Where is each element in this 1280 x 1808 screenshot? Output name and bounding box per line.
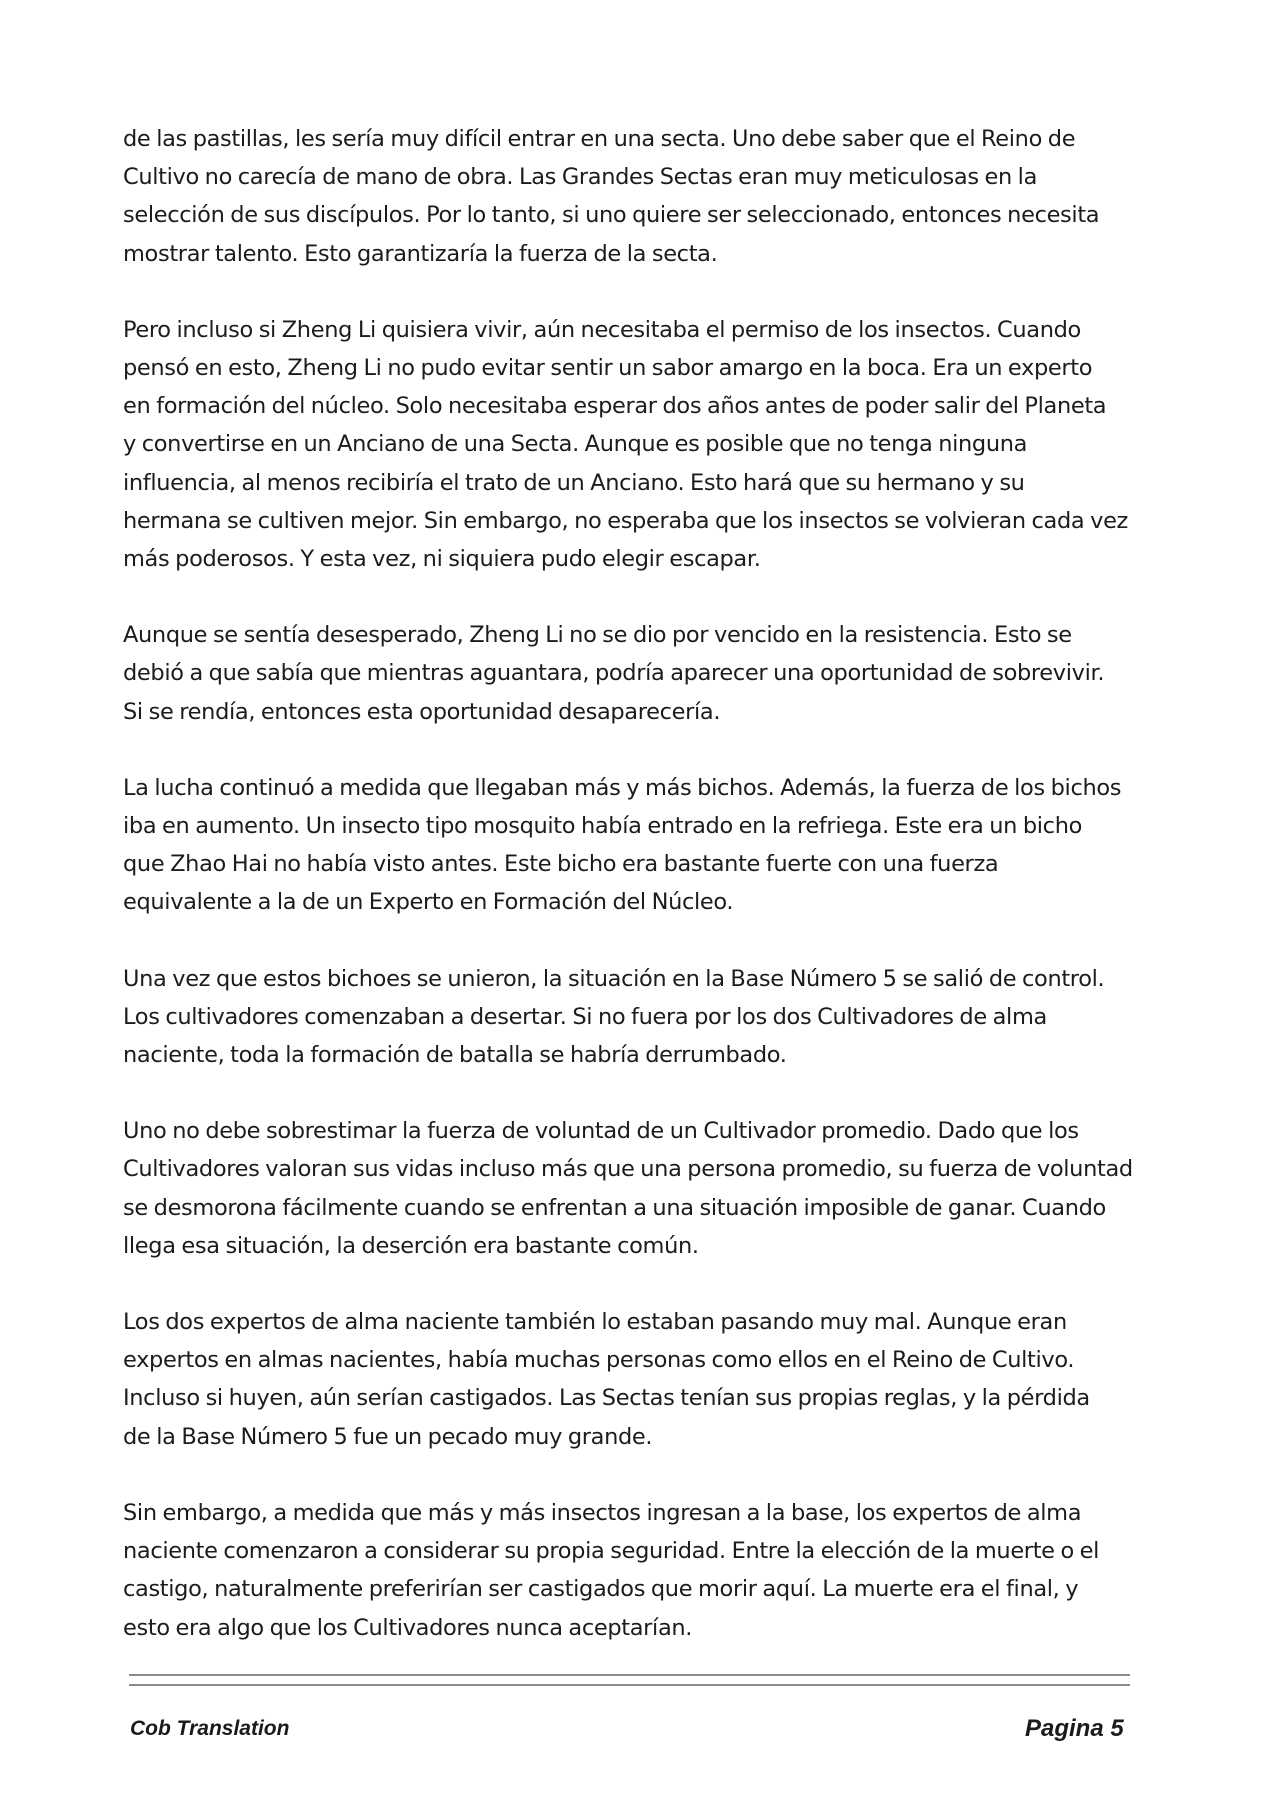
paragraph [123,960,1143,1075]
text-line: Los cultivadores comenzaban a desertar. Si no fuera por los dos Cultivadores de alma [123,1003,1047,1030]
text-line: Los dos expertos de alma naciente también lo estaban pasando muy mal. Aunque eran [123,1309,1067,1336]
text-line: Cultivo no carecía de mano de obra. Las Grandes Sectas eran muy meticulosas en la [123,164,1038,191]
text-line: Pero incluso si Zheng Li quisiera vivir, aún necesitaba el permiso de los insectos. Cuando [123,316,1081,343]
paragraph [123,616,1143,731]
footer-credit: Cob Translation [130,1717,290,1740]
text-line: selección de sus discípulos. Por lo tanto, si uno quiere ser seleccionado, entonces necesita [123,202,1100,229]
paragraph [123,769,1143,922]
paragraph [123,1303,1143,1456]
paragraph [123,120,1143,273]
text-line: influencia, al menos recibiría el trato de un Anciano. Esto hará que su hermano y su [123,469,1025,496]
text-line: La lucha continuó a medida que llegaban más y más bichos. Además, la fuerza de los bichos [123,774,1122,801]
text-line: equivalente a la de un Experto en Formación del Núcleo. [123,889,734,916]
text-line: se desmorona fácilmente cuando se enfrentan a una situación imposible de ganar. Cuando [123,1194,1106,1221]
text-line: debió a que sabía que mientras aguantara, podría aparecer una oportunidad de sobrevivir. [123,660,1105,687]
text-line: llega esa situación, la deserción era bastante común. [123,1232,699,1259]
text-line: que Zhao Hai no había visto antes. Este bicho era bastante fuerte con una fuerza [123,851,999,878]
paragraph [123,311,1143,578]
text-line: Una vez que estos bichoes se unieron, la situación en la Base Número 5 se salió de control. [123,965,1105,992]
text-line: Incluso si huyen, aún serían castigados. Las Sectas tenían sus propias reglas, y la pérdida [123,1385,1090,1412]
text-line: pensó en esto, Zheng Li no pudo evitar sentir un sabor amargo en la boca. Era un experto [123,355,1093,382]
text-line: Si se rendía, entonces esta oportunidad desaparecería. [123,698,721,725]
text-line: esto era algo que los Cultivadores nunca aceptarían. [123,1614,693,1641]
paragraph [123,1112,1143,1265]
text-line: expertos en almas nacientes, había muchas personas como ellos en el Reino de Cultivo. [123,1347,1075,1374]
paragraph [123,1494,1143,1647]
text-line: de la Base Número 5 fue un pecado muy grande. [123,1423,653,1450]
text-line: Uno no debe sobrestimar la fuerza de voluntad de un Cultivador promedio. Dado que los [123,1118,1079,1145]
text-line: hermana se cultiven mejor. Sin embargo, no esperaba que los insectos se volvieran cada vez [123,507,1129,534]
text-line: y convertirse en un Anciano de una Secta. Aunque es posible que no tenga ninguna [123,431,1028,458]
text-line: más poderosos. Y esta vez, ni siquiera pudo elegir escapar. [123,546,761,573]
document-body [123,120,1143,1685]
text-line: naciente comenzaron a considerar su propia seguridad. Entre la elección de la muerte o el [123,1538,1100,1565]
text-line: de las pastillas, les sería muy difícil entrar en una secta. Uno debe saber que el Reino de [123,126,1076,152]
text-line: Aunque se sentía desesperado, Zheng Li no se dio por vencido en la resistencia. Esto se [123,622,1072,649]
text-line: en formación del núcleo. Solo necesitaba esperar dos años antes de poder salir del Planeta [123,393,1107,420]
text-line: Sin embargo, a medida que más y más insectos ingresan a la base, los expertos de alma [123,1499,1082,1526]
page-number: Pagina 5 [1025,1715,1124,1742]
text-line: castigo, naturalmente preferirían ser castigados que morir aquí. La muerte era el final, y [123,1576,1079,1603]
text-line: iba en aumento. Un insecto tipo mosquito había entrado en la refriega. Este era un bicho [123,813,1083,840]
text-line: naciente, toda la formación de batalla se habría derrumbado. [123,1042,787,1069]
text-line: mostrar talento. Esto garantizaría la fuerza de la secta. [123,240,718,267]
footer-divider-bottom [129,1684,1130,1686]
footer-divider-top [129,1674,1130,1676]
text-line: Cultivadores valoran sus vidas incluso más que una persona promedio, su fuerza de voluntad [123,1156,1133,1183]
